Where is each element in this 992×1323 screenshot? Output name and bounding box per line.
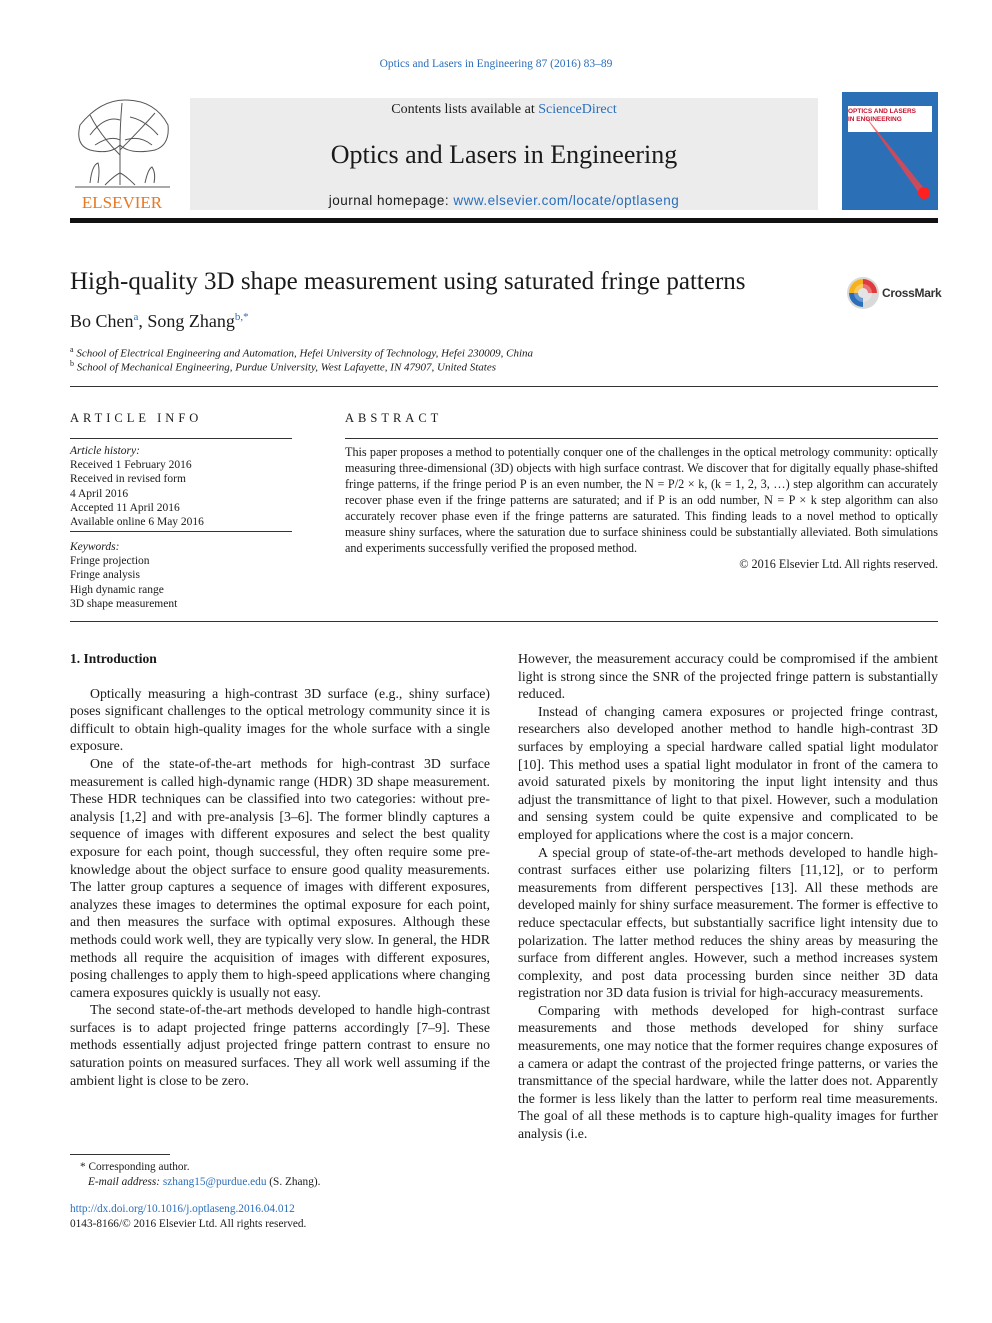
abstract-bottom-divider: [70, 621, 938, 622]
doi-text[interactable]: http://dx.doi.org/10.1016/j.optlaseng.2016.04.012: [70, 1203, 295, 1215]
email-label: E-mail address:: [88, 1176, 163, 1188]
author-name[interactable]: Bo Chen: [70, 311, 134, 331]
article-info: [70, 444, 292, 529]
footnote-divider: [70, 1154, 170, 1155]
affiliation-text: School of Electrical Engineering and Automation, Hefei University of Technology, Hefei 230009, China: [76, 347, 534, 360]
cover-title-line-1: OPTICS AND LASERS: [848, 108, 917, 115]
issn-line: 0143-8166/© 2016 Elsevier Ltd. All rights reserved.: [70, 1218, 307, 1230]
body-left-column: [70, 650, 490, 1089]
journal-citation[interactable]: Optics and Lasers in Engineering 87 (2016) 83–89: [379, 58, 613, 70]
affiliation-sup: b: [70, 359, 74, 368]
journal-title: Optics and Lasers in Engineering: [330, 140, 678, 169]
abstract: [345, 444, 938, 572]
history-item: Received 1 February 2016: [70, 459, 192, 472]
paragraph: However, the measurement accuracy could be compromised if the ambient light is strong since the SNR of the projected fringe pattern is substantially reduced.: [518, 651, 938, 702]
abstract-copyright: © 2016 Elsevier Ltd. All rights reserved.: [739, 557, 938, 571]
elsevier-tree-icon: [70, 95, 175, 213]
homepage-link[interactable]: www.elsevier.com/locate/optlaseng: [453, 193, 680, 208]
body-right-column: [518, 650, 938, 1143]
abstract-text: This paper proposes a method to potentially conquer one of the challenges in the optical metrology community: optically measuring three-dimensional (3D) objects with high surface contrast. We discover that for digitally equally phase-shifted fringe patterns, if the fringe period P is an even number, the N = P/2 × k, (k = 1, 2, 3, …) step algorithm can accurately recover phase even if the fringe patterns are saturated; and if P is an odd number, N = P × k step algorithm can also accurately recover phase even if the fringe patterns are saturated. This finding leads to a novel method to optically measure shiny surfaces, where the saturation due to surface shininess could be substantially alleviated. Both simulations and experiments successfully verified the proposed method.: [345, 445, 938, 555]
abstract-divider: [345, 438, 938, 439]
affiliation-divider: [70, 386, 938, 387]
contents-line: [190, 102, 818, 118]
email-footnote: [88, 1175, 320, 1189]
article-info-divider: [70, 438, 292, 439]
paragraph: A special group of state-of-the-art methods developed to handle high-contrast surfaces either use polarizing filters [11,12], or to perform measurements from different perspectives [13]. All these methods are developed mainly for shiny surface measurement. The former is effective to reduce spectacular effects, but substantially sacrifice light intensity due to polarization. The latter method reduces the shiny areas by measuring the surface from different angles. However, such a method increases system complexity, and post data processing burden since neither 3D data registration nor 3D data fusion is trivial for high-accuracy measurements.: [518, 844, 938, 1001]
journal-cover-thumbnail[interactable]: [842, 92, 938, 210]
history-item: Accepted 11 April 2016: [70, 501, 180, 514]
crossmark-label: CrossMark: [882, 286, 942, 300]
section-heading: 1. Introduction: [70, 651, 157, 666]
article-info-heading: ARTICLE INFO: [70, 411, 203, 425]
keywords: [70, 540, 292, 611]
journal-homepage: [190, 193, 818, 208]
paragraph: Instead of changing camera exposures or projected fringe contrast, researchers also developed another method to handle high-contrast 3D surfaces by employing a special hardware called spatial light modulator [10]. This method uses a spatial light modulator in front of the camera to avoid saturated pixels by monitoring the input light intensity and thus adjust the transmittance of light to that pixel. However, such a modulation and sensing system could be quite expensive and complicated to be employed for applications where the cost is a major concern.: [518, 703, 938, 842]
author-sup[interactable]: a: [133, 311, 139, 323]
affiliation-b: [70, 359, 496, 374]
paragraph: The second state-of-the-art methods developed to handle high-contrast surfaces is to adapt projected fringe patterns accordingly [7–9]. These methods essentially adjust projected fringe pattern contrast to ensure no saturation points on measured surfaces. They all work well assuming if the ambient light is close to be zero.: [70, 1002, 490, 1088]
cover-title-line-2: IN ENGINEERING: [848, 116, 902, 123]
keyword-item: 3D shape measurement: [70, 597, 178, 610]
author-name[interactable]: Song Zhang: [147, 311, 235, 331]
history-item: 4 April 2016: [70, 487, 129, 500]
keyword-item: Fringe analysis: [70, 569, 140, 582]
keywords-label: Keywords:: [70, 541, 120, 553]
history-label: Article history:: [70, 445, 140, 457]
publisher-wordmark: ELSEVIER: [81, 193, 163, 212]
paragraph: One of the state-of-the-art methods for high-contrast 3D surface measurement is called high-dynamic range (HDR) 3D shape measurement. These HDR techniques can be classified into two categories: without pre-analysis [1,2] and with pre-analysis [3–6]. The former blindly captures a sequence of images with different exposures and select the best quality exposure for each point, though successful, they often require some pre-knowledge about the object surface to ensure good quality measurements. The latter group captures a sequence of images with different exposures, analyzes these images to determines the optimal exposure for each point, and then measures the surface with optimal exposures. Although these methods could work well, they are typically very slow. In general, the HDR methods all require the acquisition of images with different exposures, posing challenges to apply them to high-speed applications where changing camera exposures quickly is usually not easy.: [70, 755, 490, 1000]
keywords-divider: [70, 531, 292, 532]
affiliation-sup: a: [70, 345, 74, 354]
author-list: Bo Chen$^a$, Song Zhang$^{b,*}$: [70, 311, 249, 331]
crossmark-icon: [846, 276, 880, 310]
corresponding-label: Corresponding author.: [88, 1161, 190, 1173]
affiliation-a: [70, 345, 533, 360]
affiliation-text: School of Mechanical Engineering, Purdue University, West Lafayette, IN 47907, United States: [76, 361, 497, 374]
paragraph: Comparing with methods developed for high-contrast surface measurements and those methods developed for shiny surface measurements, one may notice that the former requires change exposures of a camera or adapt the contrast of the projected fringe patterns, or varies the transmittance of the special hardware, while the latter does not. Apparently the former is less likely than the latter to perform real time measurements. The goal of all these methods is to capture high-quality images for further analysis (i.e.: [518, 1002, 938, 1142]
history-item: Available online 6 May 2016: [70, 516, 204, 529]
article-title: High-quality 3D shape measurement using saturated fringe patterns: [70, 268, 746, 295]
elsevier-logo: [70, 95, 175, 213]
corresponding-footnote: * Corresponding author.: [80, 1161, 190, 1173]
email-link[interactable]: szhang15@purdue.edu: [162, 1176, 267, 1188]
author-sup[interactable]: b,*: [234, 311, 249, 323]
contents-prefix: Contents lists available at: [391, 102, 539, 117]
keyword-item: High dynamic range: [70, 583, 164, 596]
doi-link[interactable]: [70, 1202, 295, 1216]
paragraph: Optically measuring a high-contrast 3D surface (e.g., shiny surface) poses significant challenges to the optical metrology community since it is difficult to obtain high-quality images for the whole surface with a single exposure.: [70, 685, 490, 754]
email-suffix: (S. Zhang).: [266, 1176, 321, 1188]
homepage-prefix: journal homepage:: [328, 193, 454, 208]
cover-title: [848, 108, 932, 124]
header-divider: [70, 218, 938, 223]
history-item: Received in revised form: [70, 473, 186, 486]
sciencedirect-link[interactable]: ScienceDirect: [538, 102, 617, 117]
keyword-item: Fringe projection: [70, 555, 150, 568]
crossmark-badge[interactable]: [846, 276, 946, 310]
abstract-heading: ABSTRACT: [345, 411, 443, 425]
